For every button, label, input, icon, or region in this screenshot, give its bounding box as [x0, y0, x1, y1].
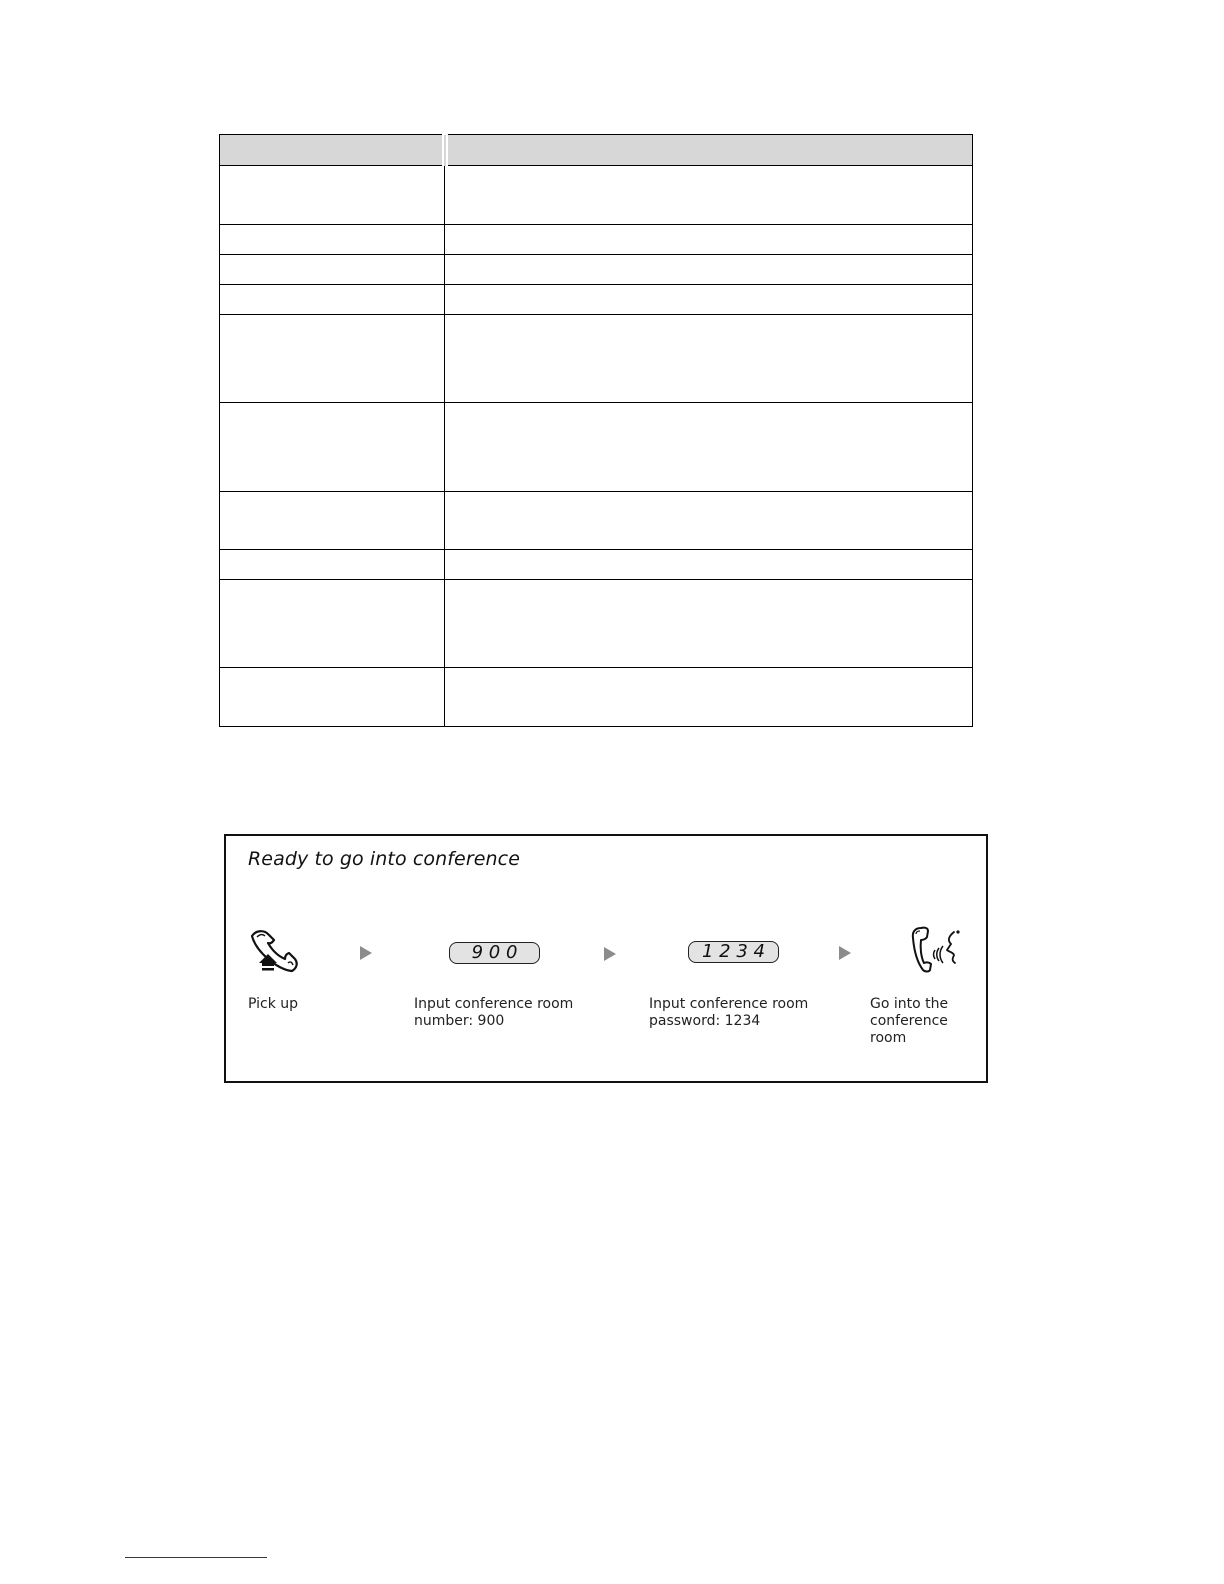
table-row: [220, 285, 973, 315]
table-row: [220, 255, 973, 285]
table-row: [220, 668, 973, 727]
table-cell: [445, 255, 973, 285]
table-cell: [445, 403, 973, 492]
table-cell: [220, 668, 445, 727]
table-cell: [220, 315, 445, 403]
handset-talking-icon: [909, 924, 965, 974]
table-cell: [445, 550, 973, 580]
table-header-cell: [445, 135, 973, 166]
table-row: [220, 492, 973, 550]
step-arrow-icon: [839, 946, 851, 960]
table-cell: [445, 580, 973, 668]
settings-table: [219, 134, 973, 727]
step-caption-pickup: Pick up: [248, 996, 299, 1012]
step-arrow-icon: [604, 947, 616, 961]
table-cell: [445, 225, 973, 255]
step-caption-password: Input conference room password: 1234: [649, 996, 809, 1029]
table-row: [220, 166, 973, 225]
table-row: [220, 403, 973, 492]
footnote-separator: [125, 1557, 267, 1558]
table-row: [220, 550, 973, 580]
table-row: [220, 225, 973, 255]
table-cell: [445, 285, 973, 315]
table-cell: [220, 403, 445, 492]
table-cell: [445, 492, 973, 550]
table-cell: [445, 315, 973, 403]
table-header-row: [220, 135, 973, 166]
table-row: [220, 580, 973, 668]
table-cell: [220, 492, 445, 550]
table-cell: [220, 166, 445, 225]
table-cell: [445, 668, 973, 727]
keypad-display-room-number: 9 0 0: [449, 942, 540, 964]
step-caption-enter-conference: Go into the conference room: [870, 996, 949, 1046]
step-caption-room-number: Input conference room number: 900: [414, 996, 574, 1029]
conference-steps-figure: [224, 834, 988, 1083]
table-cell: [220, 580, 445, 668]
table-cell: [445, 166, 973, 225]
keypad-display-password: 1 2 3 4: [688, 941, 779, 963]
table-row: [220, 315, 973, 403]
table-cell: [220, 255, 445, 285]
table-header-cell: [220, 135, 445, 166]
table-cell: [220, 550, 445, 580]
table-cell: [220, 285, 445, 315]
table-cell: [220, 225, 445, 255]
figure-title: Ready to go into conference: [248, 848, 521, 870]
step-arrow-icon: [360, 946, 372, 960]
handset-pickup-icon: [248, 928, 300, 974]
